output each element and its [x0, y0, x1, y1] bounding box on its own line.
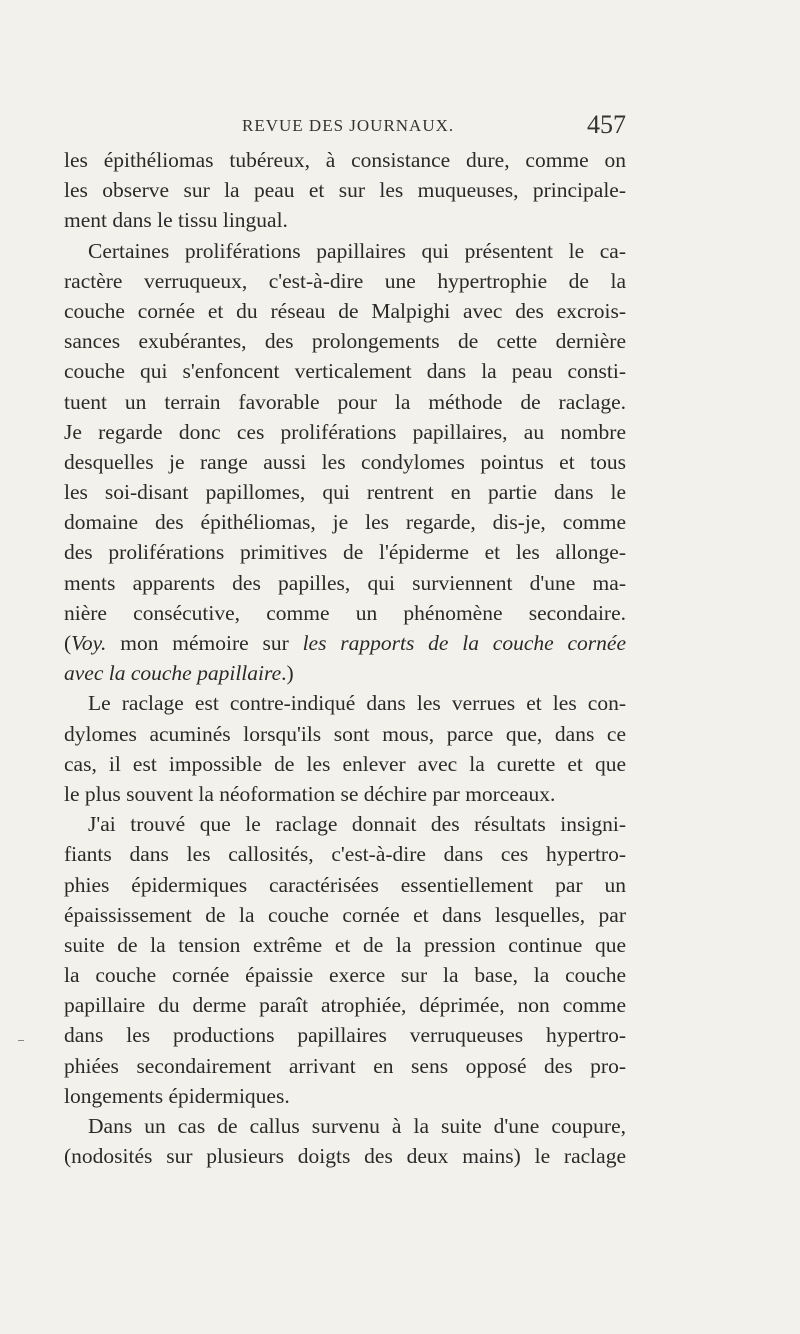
text-line: Certaines proliférations papillaires qui présentent le ca-: [88, 238, 626, 263]
text-line: le plus souvent la néoformation se déchire par morceaux.: [64, 781, 556, 806]
text-line: la couche cornée épaissie exerce sur la base, la couche: [64, 963, 626, 988]
text-line: dans les productions papillaires verruqueuses hypertro-: [64, 1023, 626, 1048]
body-text: [64, 145, 626, 1171]
text-line: fiants dans les callosités, c'est-à-dire dans ces hypertro-: [64, 842, 626, 867]
citation-title-end: avec la couche papillaire: [64, 661, 282, 686]
text-line: ractère verruqueux, c'est-à-dire une hypertrophie de la: [64, 268, 626, 293]
text-line: (nodosités sur plusieurs doigts des deux mains) le raclage: [64, 1144, 626, 1169]
running-head: [64, 110, 626, 146]
running-title: REVUE DES JOURNAUX.: [242, 116, 455, 135]
citation-close: .): [281, 661, 294, 686]
citation-title: les rapports de la couche cornée: [302, 631, 626, 655]
text-line: J'ai trouvé que le raclage donnait des résultats insigni-: [88, 812, 626, 837]
text-line: Le raclage est contre-indiqué dans les verrues et les con-: [88, 691, 626, 716]
text-line: nière consécutive, comme un phénomène secondaire.: [64, 600, 626, 625]
text-line: des proliférations primitives de l'épiderme et les allonge-: [64, 540, 626, 565]
text-line: couche qui s'enfoncent verticalement dans la peau consti-: [64, 359, 626, 384]
citation-voy: Voy.: [71, 631, 107, 655]
text-line: Je regarde donc ces proliférations papillaires, au nombre: [64, 419, 626, 444]
margin-mark: [18, 1040, 24, 1041]
text-line: couche cornée et du réseau de Malpighi avec des excrois-: [64, 298, 626, 323]
text-line: suite de la tension extrême et de la pression continue que: [64, 932, 626, 957]
text-line: desquelles je range aussi les condylomes pointus et tous: [64, 449, 626, 474]
text-line: Dans un cas de callus survenu à la suite d'une coupure,: [88, 1114, 626, 1138]
text-line: papillaire du derme paraît atrophiée, déprimée, non comme: [64, 993, 626, 1018]
text-line: tuent un terrain favorable pour la méthode de raclage.: [64, 389, 626, 414]
text-line: longements épidermiques.: [64, 1083, 290, 1108]
citation-open: (: [64, 631, 72, 655]
text-line: les soi-disant papillomes, qui rentrent en partie dans le: [64, 480, 626, 505]
text-line: sances exubérantes, des prolongements de cette dernière: [64, 329, 626, 354]
citation-text: mon mémoire sur: [106, 631, 303, 655]
text-line: épaississement de la couche cornée et dans lesquelles, par: [64, 902, 626, 927]
text-line-citation: [64, 628, 626, 658]
text-line: domaine des épithéliomas, je les regarde, dis-je, comme: [64, 510, 626, 535]
text-line: phies épidermiques caractérisées essentiellement par un: [64, 872, 626, 897]
text-line: cas, il est impossible de les enlever avec la curette et que: [64, 751, 626, 776]
text-line: ment dans le tissu lingual.: [64, 208, 288, 233]
text-line: les observe sur la peau et sur les muqueuses, principale-: [64, 178, 626, 203]
text-line: phiées secondairement arrivant en sens opposé des pro-: [64, 1053, 626, 1078]
text-line: ments apparents des papilles, qui surviennent d'une ma-: [64, 570, 626, 595]
text-line: dylomes acuminés lorsqu'ils sont mous, parce que, dans ce: [64, 721, 626, 746]
text-line-citation-end: [64, 658, 626, 688]
page-number: 457: [587, 110, 626, 139]
text-line: les épithéliomas tubéreux, à consistance dure, comme on: [64, 148, 626, 172]
